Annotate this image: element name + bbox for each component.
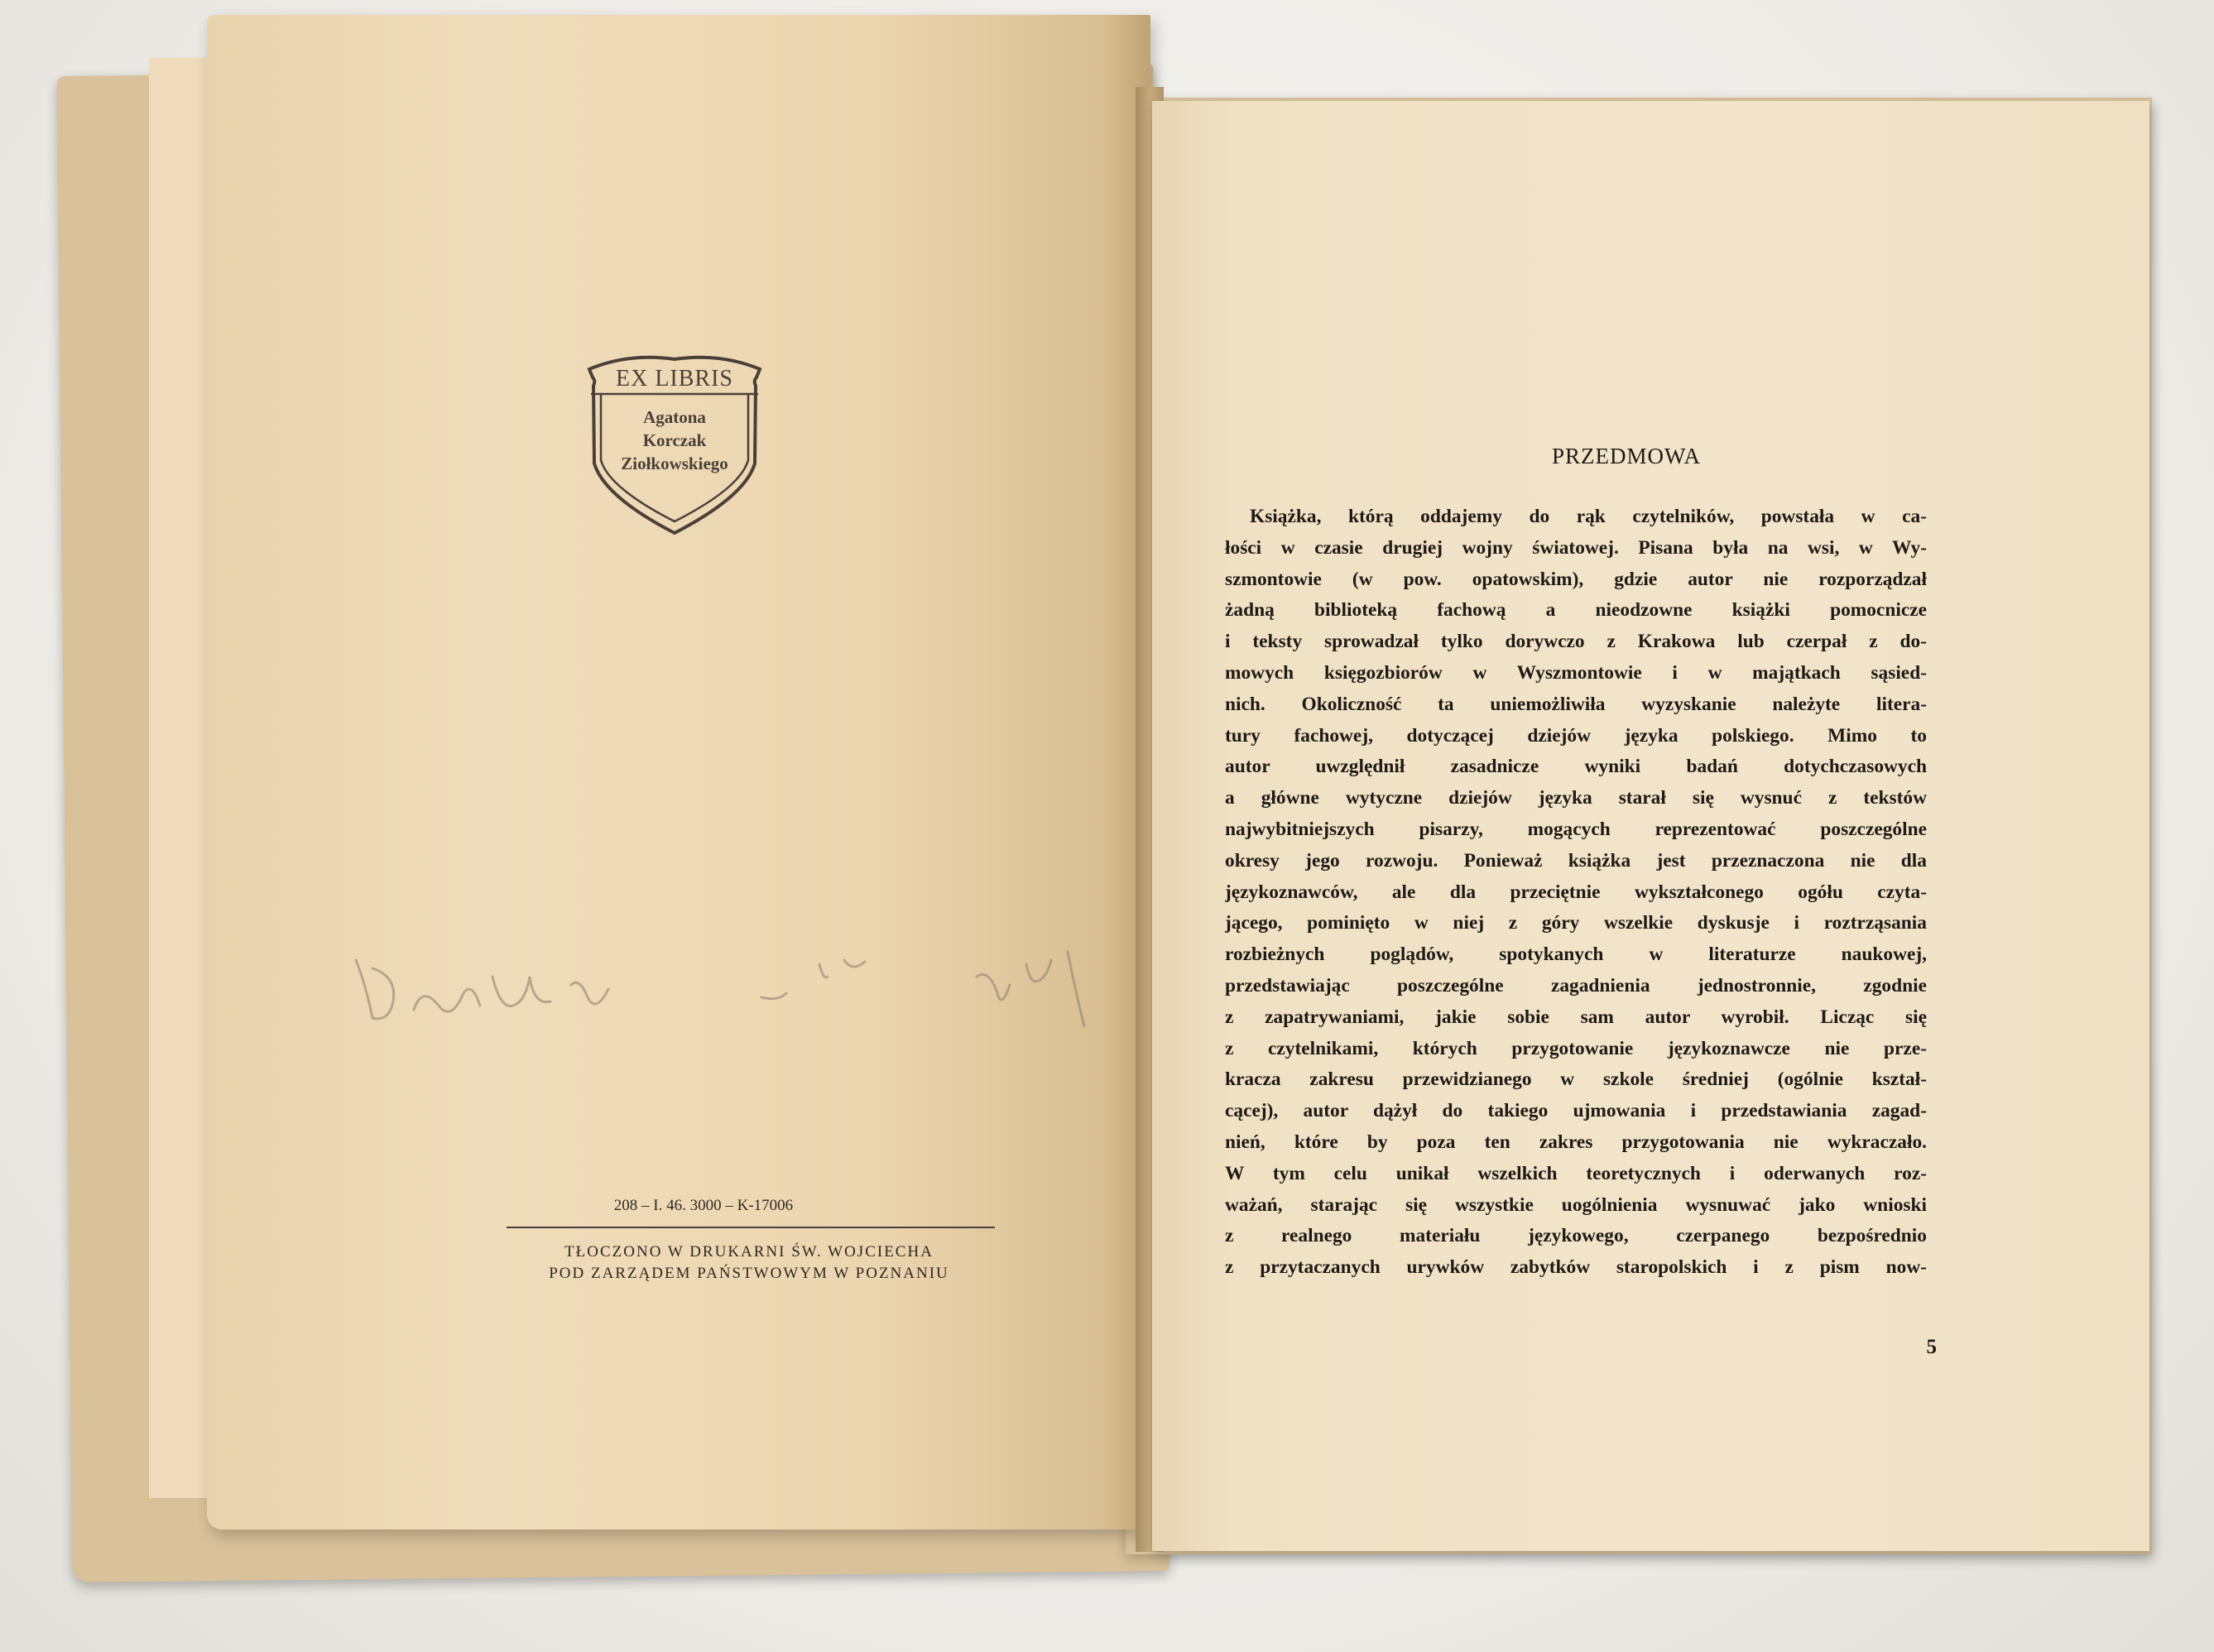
stamp-owner-line: Agatona — [643, 407, 706, 427]
stamp-owner-line: Korczak — [642, 430, 707, 450]
stamp-title: EX LIBRIS — [616, 366, 733, 391]
text-line: jącego, pominięto w niej z góry wszelkie dyskusje i roztrząsania — [1225, 912, 1927, 934]
imprint-line: POD ZARZĄDEM PAŃSTWOWYM W POZNANIU — [549, 1265, 949, 1282]
pencil-signature — [348, 927, 1117, 1059]
text-line: W tym celu unikał wszelkich teoretycznych i oderwanych roz- — [1225, 1162, 1927, 1184]
text-line: językoznawców, ale dla przeciętnie wykształconego ogółu czyta- — [1225, 881, 1927, 903]
text-line: tury fachowej, dotyczącej dziejów języka polskiego. Mimo to — [1225, 724, 1927, 747]
text-line: nich. Okoliczność ta uniemożliwiła wyzyskanie należyte litera- — [1225, 693, 1927, 715]
ex-libris-stamp — [579, 348, 770, 538]
text-line: żadną biblioteką fachową a nieodzowne książki pomocnicze — [1225, 599, 1927, 622]
left-page — [207, 15, 1150, 1530]
text-line: z czytelnikami, których przygotowanie językoznawcze nie prze- — [1225, 1037, 1927, 1059]
text-line: ważań, starając się wszystkie uogólnienia wysnuwać jako wnioski — [1225, 1193, 1927, 1216]
text-line: nień, które by poza ten zakres przygotowania nie wykraczało. — [1225, 1131, 1927, 1153]
preface-body — [1225, 502, 1927, 1284]
text-line: i teksty sprowadzał tylko dorywczo z Krakowa lub czerpał z do- — [1225, 631, 1927, 653]
text-line: szmontowie (w pow. opatowskim), gdzie autor nie rozporządzał — [1225, 568, 1927, 590]
text-line: a główne wytyczne dziejów języka starał się wysnuć z tekstów — [1225, 787, 1927, 809]
text-line: mowych księgozbiorów w Wyszmontowie i w majątkach sąsied- — [1225, 661, 1927, 684]
text-line: cącej), autor dążył do takiego ujmowania i przedstawiania zagad- — [1225, 1100, 1927, 1122]
imprint-rule — [507, 1227, 995, 1228]
text-line: Książka, którą oddajemy do rąk czytelników, powstała w ca- — [1250, 506, 1927, 527]
text-line: rozbieżnych poglądów, spotykanych w literaturze naukowej, — [1225, 944, 1927, 966]
page-heading: PRZEDMOWA — [1551, 444, 1701, 468]
text-line: najwybitniejszych pisarzy, mogących reprezentować poszczególne — [1225, 818, 1927, 840]
page-number: 5 — [1926, 1336, 1937, 1358]
text-line: okresy jego rozwoju. Ponieważ książka jest przeznaczona nie dla — [1225, 849, 1927, 872]
text-line: z realnego materiału językowego, czerpanego bezpośrednio — [1225, 1225, 1927, 1247]
print-code: 208 – I. 46. 3000 – K-17006 — [613, 1197, 794, 1214]
stamp-owner-line: Ziołkowskiego — [621, 454, 728, 473]
printer-imprint — [497, 1241, 1001, 1285]
text-line: kracza zakresu przewidzianego w szkole średniej (ogólnie kształ- — [1225, 1069, 1927, 1091]
text-line: przedstawiając poszczególne zagadnienia jednostronnie, zgodnie — [1225, 974, 1927, 996]
text-line: z przytaczanych urywków zabytków staropolskich i z pism now- — [1225, 1256, 1927, 1279]
text-line: autor uwzględnił zasadnicze wyniki badań dotychczasowych — [1225, 756, 1927, 778]
text-line: łości w czasie drugiej wojny światowej. Pisana była na wsi, w Wy- — [1225, 536, 1927, 559]
text-line: z zapatrywaniami, jakie sobie sam autor wyrobił. Licząc się — [1225, 1006, 1927, 1028]
imprint-line: TŁOCZONO W DRUKARNI ŚW. WOJCIECHA — [564, 1243, 934, 1261]
